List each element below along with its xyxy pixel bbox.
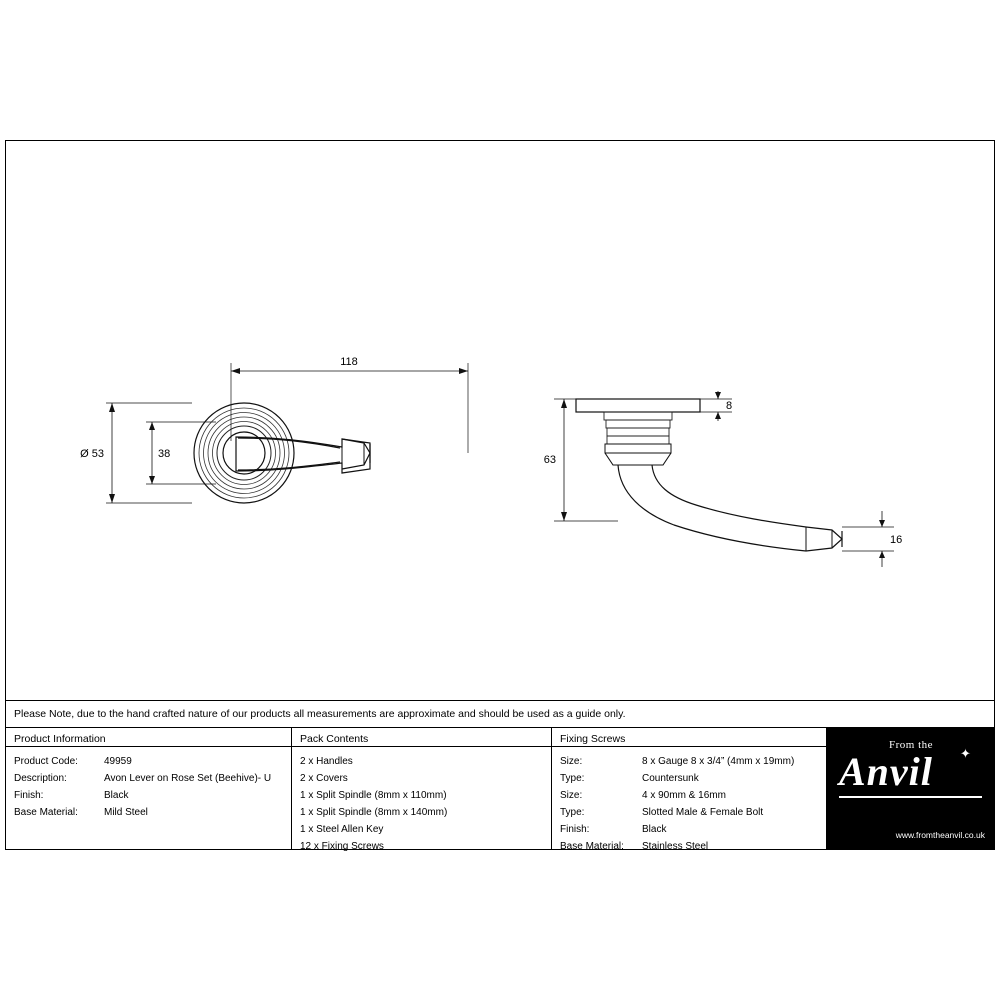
dim-8: 8 [726, 400, 733, 412]
anvil-logo [827, 728, 994, 849]
base-material-label: Base Material: [14, 807, 78, 818]
base-material-value: Mild Steel [104, 807, 148, 818]
logo-brand-text: Anvil [839, 749, 933, 794]
list-item: 1 x Steel Allen Key [300, 824, 384, 835]
fixing-size-value-1: 8 x Gauge 8 x 3/4” (4mm x 19mm) [642, 756, 795, 767]
table-row [560, 821, 826, 838]
description-label: Description: [14, 773, 67, 784]
logo-from-the-text: From the [889, 739, 934, 751]
table-row [560, 770, 826, 787]
list-item: 1 x Split Spindle (8mm x 140mm) [300, 807, 448, 818]
product-code-row [14, 753, 291, 770]
fixing-base-material-label: Base Material: [560, 841, 624, 852]
table-row [560, 838, 826, 855]
list-item: 2 x Covers [300, 773, 348, 784]
logo-url-text: www.fromtheanvil.co.uk [895, 830, 985, 840]
fixing-base-material-value: Stainless Steel [642, 841, 709, 852]
product-information-column [6, 728, 292, 849]
base-material-row [14, 804, 291, 821]
technical-drawing [6, 141, 994, 699]
product-code-label: Product Code: [14, 756, 78, 767]
fixing-type-label-2: Type: [560, 807, 585, 818]
drawing-area [6, 141, 994, 701]
front-view [80, 356, 468, 503]
finish-row [14, 787, 291, 804]
description-value: Avon Lever on Rose Set (Beehive)- U [104, 773, 272, 784]
logo-column [827, 728, 994, 849]
table-row [560, 804, 826, 821]
fixing-finish-value: Black [642, 824, 667, 835]
info-row [6, 728, 994, 852]
side-view [544, 391, 903, 567]
dim-118: 118 [340, 356, 358, 368]
finish-label: Finish: [14, 790, 44, 801]
measurement-note-text: Please Note, due to the hand crafted nature of our products all measurements are approximate and should be used as a guide only. [14, 708, 626, 720]
fixing-size-value-2: 4 x 90mm & 16mm [642, 790, 726, 801]
fixing-type-value-1: Countersunk [642, 773, 699, 784]
dim-38: 38 [158, 448, 171, 460]
dim-rose-diameter: Ø 53 [80, 448, 104, 460]
dim-16: 16 [890, 534, 903, 546]
fixing-screws-header: Fixing Screws [552, 728, 826, 747]
fixing-finish-label: Finish: [560, 824, 590, 835]
table-row [560, 787, 826, 804]
fixing-screws-body [552, 747, 826, 855]
fixing-screws-column [552, 728, 827, 852]
product-information-header: Product Information [6, 728, 291, 747]
fixing-type-label-1: Type: [560, 773, 585, 784]
fixing-type-value-2: Slotted Male & Female Bolt [642, 807, 764, 818]
product-code-value: 49959 [104, 756, 132, 767]
spec-sheet [5, 140, 995, 850]
fixing-size-label-1: Size: [560, 756, 583, 767]
table-row [560, 753, 826, 770]
dim-63: 63 [543, 454, 556, 466]
fixing-size-label-2: Size: [560, 790, 583, 801]
measurement-note [6, 701, 994, 728]
product-information-body [6, 747, 291, 821]
description-row [14, 770, 291, 787]
pack-contents-body [292, 747, 551, 855]
logo-divider [839, 796, 982, 798]
list-item: 12 x Fixing Screws [300, 841, 384, 852]
list-item: 2 x Handles [300, 756, 353, 767]
pack-contents-header: Pack Contents [292, 728, 551, 747]
finish-value: Black [104, 790, 129, 801]
list-item: 1 x Split Spindle (8mm x 110mm) [300, 790, 447, 801]
pack-contents-column [292, 728, 552, 852]
star-icon: ✦ [960, 746, 971, 761]
